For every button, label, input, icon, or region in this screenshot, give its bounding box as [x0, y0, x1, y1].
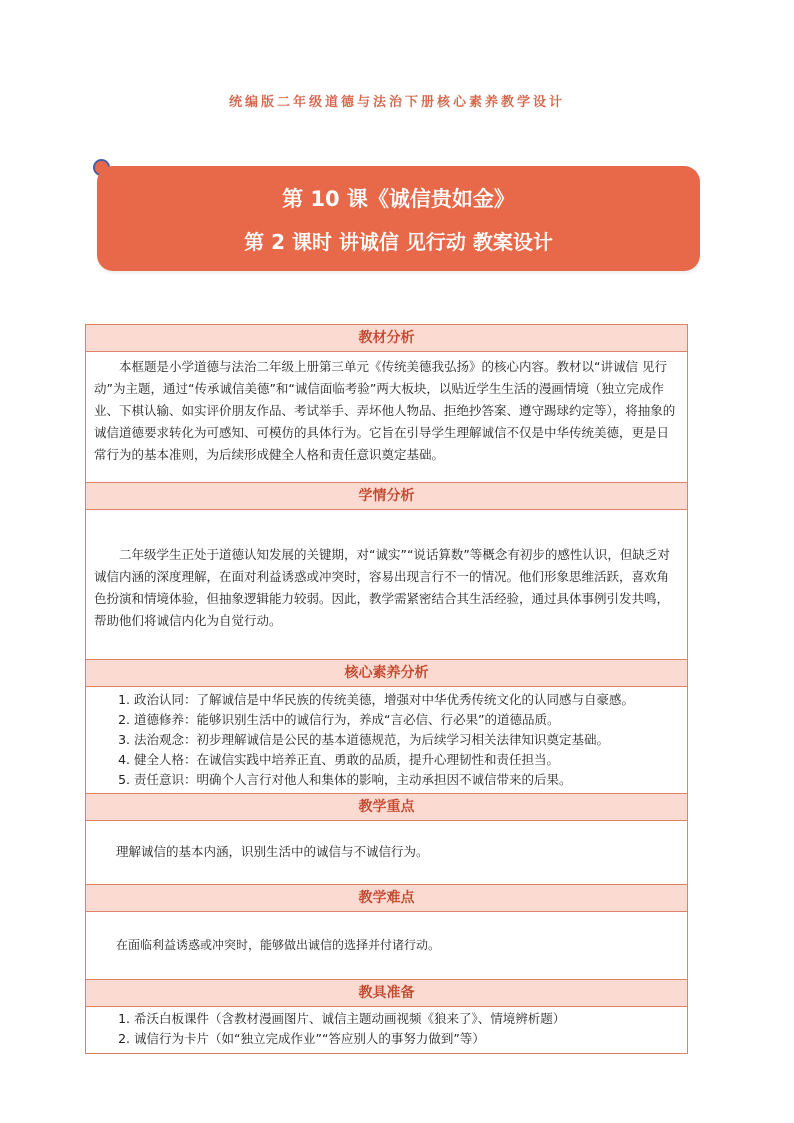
list-item: 4. 健全人格：在诚信实践中培养正直、勇敢的品质，提升心理韧性和责任担当。: [134, 750, 679, 770]
section-title-key-points: 教学重点: [86, 794, 687, 821]
section-body-difficulties: [86, 912, 687, 980]
section-body-key-points: [86, 821, 687, 885]
section-title-students: 学情分析: [86, 483, 687, 510]
key-points-text: 理解诚信的基本内涵，识别生活中的诚信与不诚信行为。: [116, 844, 429, 859]
list-item: 2. 道德修养：能够识别生活中的诚信行为，养成“言必信、行必果”的道德品质。: [134, 710, 679, 730]
list-item: 5. 责任意识：明确个人言行对他人和集体的影响，主动承担因不诚信带来的后果。: [134, 770, 679, 790]
section-body-materials-prep: [86, 1007, 687, 1053]
students-text: 二年级学生正处于道德认知发展的关键期，对“诚实”“说话算数”等概念有初步的感性认识，但缺乏对诚信内涵的深度理解，在面对利益诱惑或冲突时，容易出现言行不一的情况。他们形象思维活跃，喜欢角色扮演和情境体验，但抽象逻辑能力较弱。因此，教学需紧密结合其生活经验，通过具体事例引发共鸣，帮助他们将诚信内化为自觉行动。: [94, 547, 670, 628]
list-item: 3. 法治观念：初步理解诚信是公民的基本道德规范，为后续学习相关法律知识奠定基础。: [134, 730, 679, 750]
material-text: 本框题是小学道德与法治二年级上册第三单元《传统美德我弘扬》的核心内容。教材以“讲诚信 见行动”为主题，通过“传承诚信美德”和“诚信面临考验”两大板块，以贴近学生生活的漫画情境（独立完成作业、下棋认输、如实评价朋友作品、考试举手、弄坏他人物品、拒绝抄答案、遵守踢球约定等），将抽象的诚信道德要求转化为可感知、可模仿的具体行为。它旨在引导学生理解诚信不仅是中华传统美德，更是日常行为的基本准则，为后续形成健全人格和责任意识奠定基础。: [94, 359, 676, 462]
lesson-title: 第 10 课《诚信贵如金》: [282, 187, 515, 211]
section-body-literacy: [86, 687, 687, 794]
title-banner: [97, 166, 700, 271]
page-header: 统编版二年级道德与法治下册核心素养教学设计: [228, 95, 565, 110]
difficulties-text: 在面临利益诱惑或冲突时，能够做出诚信的选择并付诸行动。: [116, 938, 441, 952]
materials-list: [94, 1009, 679, 1049]
section-title-literacy: 核心素养分析: [86, 660, 687, 687]
lesson-subtitle: 第 2 课时 讲诚信 见行动 教案设计: [244, 230, 553, 254]
section-title-material: 教材分析: [86, 325, 687, 352]
section-title-difficulties: 教学难点: [86, 885, 687, 912]
section-body-students: [86, 510, 687, 660]
literacy-list: [94, 690, 679, 790]
section-title-materials-prep: 教具准备: [86, 980, 687, 1007]
list-item: 2. 诚信行为卡片（如“独立完成作业”“答应别人的事努力做到”等）: [134, 1029, 679, 1049]
section-body-material: [86, 352, 687, 483]
list-item: 1. 希沃白板课件（含教材漫画图片、诚信主题动画视频《狼来了》、情境辨析题）: [134, 1009, 679, 1029]
lesson-plan-table: [85, 324, 688, 1054]
list-item: 1. 政治认同：了解诚信是中华民族的传统美德，增强对中华优秀传统文化的认同感与自豪感。: [134, 690, 679, 710]
